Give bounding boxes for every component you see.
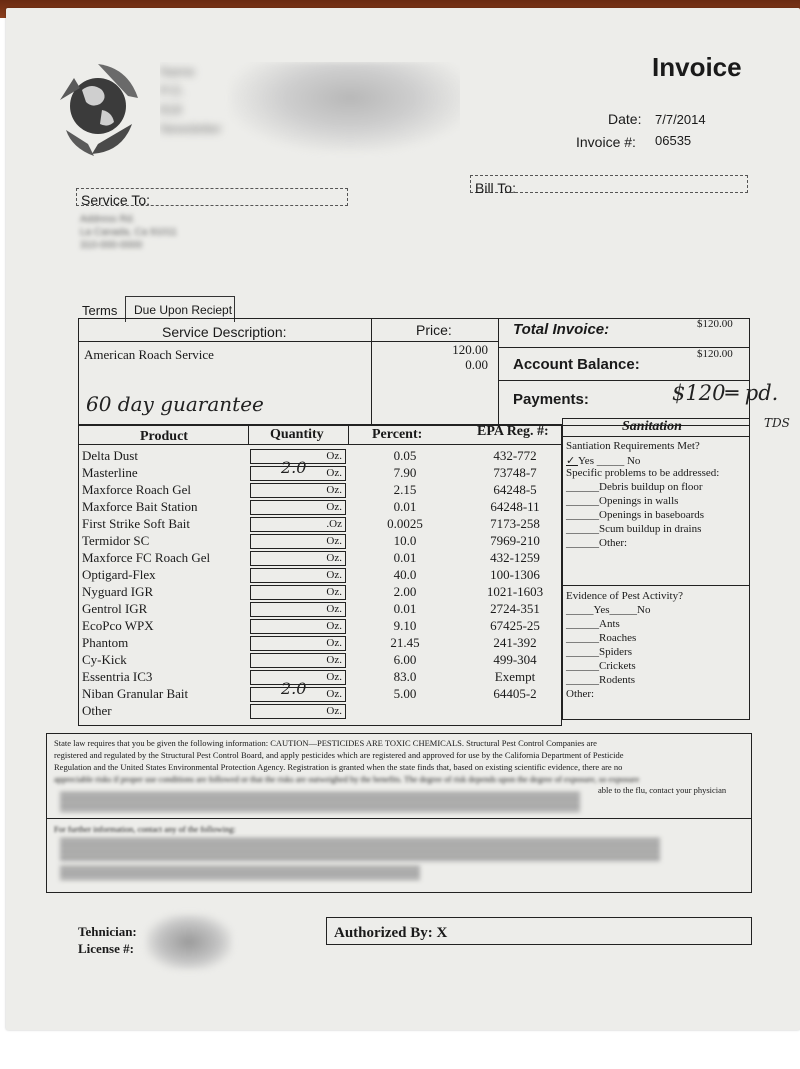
terms-value: Due Upon Reciept [125,296,235,322]
evidence-no: No [637,604,651,616]
total-invoice-value: $120.00 [697,318,733,330]
percent-value: 0.05 [393,448,417,463]
company-info [160,62,460,158]
problem-item [566,537,627,549]
service-address-line-2: La Canada, Ca 91011 [80,227,178,238]
percent-value: 7.90 [393,465,417,480]
pest-item [566,674,635,686]
product-name: Masterline [82,465,138,480]
checkbox-line: ______ [566,674,599,686]
quantity-unit: Oz. [326,654,342,666]
epa-reg-value: 2724-351 [490,601,540,616]
pest-label: Ants [599,618,620,630]
epa-reg-value: 432-772 [493,448,537,463]
quantity-unit: Oz. [326,450,342,462]
quantity-field [250,585,346,600]
percent-value: 6.00 [393,652,417,667]
percent-value: 10.0 [393,533,417,548]
checkbox-line: ______ [566,660,599,672]
terms-label: Terms [82,303,118,318]
divider [348,424,349,444]
product-name: Essentria IC3 [82,669,153,684]
percent-value: 5.00 [393,686,417,701]
service-address-line-1: Address Rd. [80,214,136,225]
service-description: American Roach Service [84,347,214,362]
epa-reg-value: 432-1259 [490,550,540,565]
quantity-field [250,458,346,481]
epa-reg-value: 64248-5 [493,482,537,497]
redacted-text [60,838,660,862]
product-name: Gentrol IGR [82,601,148,616]
account-balance-label: Account Balance: [513,356,640,373]
percent-header: Percent: [372,427,423,442]
pest-item [566,632,636,644]
product-name: Optigard-Flex [82,567,156,582]
legal-line-2: registered and regulated by the Structural Pest Control Board, and apply pesticides which are registered and approved for use by the California Department of Pesticide [54,750,624,760]
quantity-field [250,619,346,634]
pest-item [566,660,636,672]
handwritten-margin-note: TDS [764,416,790,430]
evidence-yes: Yes [593,604,610,616]
epa-reg-value: 7969-210 [490,533,540,548]
quantity-field [250,534,346,549]
service-address-line-3: 310-000-0000 [80,240,143,251]
problem-item [566,495,678,507]
quantity-field [250,679,346,702]
quantity-unit: Oz. [326,671,342,683]
quantity-unit: Oz. [326,501,342,513]
quantity-field [250,483,346,498]
handwritten-payment: $120═ pd. [672,381,779,405]
epa-reg-value: 73748-7 [493,465,537,480]
percent-value: 2.15 [393,482,417,497]
divider [46,818,752,819]
epa-header: EPA Reg. #: [477,424,549,439]
checkbox-line: ______ [566,646,599,658]
quantity-field [250,636,346,651]
handwritten-quantity: 2.0 [281,679,307,698]
date-label: Date: [608,111,642,127]
problem-label: Other: [599,537,628,549]
quantity-field [250,568,346,583]
product-name: Maxforce FC Roach Gel [82,550,211,565]
product-name: Delta Dust [82,448,138,463]
problem-label: Debris buildup on floor [599,481,703,493]
divider [562,585,750,586]
epa-reg-value: 499-304 [493,652,537,667]
divider [498,318,499,426]
divider [248,424,249,444]
percent-value: 2.00 [393,584,417,599]
quantity-unit: Oz. [326,569,342,581]
divider [371,318,372,426]
checkbox-line: ______ [566,495,599,507]
sanitation-header: Sanitation [622,419,682,434]
quantity-unit: .Oz [326,518,342,530]
quantity-unit: Oz. [326,586,342,598]
percent-value: 40.0 [393,567,417,582]
percent-value: 9.10 [393,618,417,633]
problem-item [566,523,701,535]
pest-label: Spiders [599,646,632,658]
pest-item [566,646,632,658]
account-balance-value: $120.00 [697,348,733,360]
license-label: License #: [78,941,134,956]
epa-reg-value: 7173-258 [490,516,540,531]
date-value: 7/7/2014 [655,112,706,127]
divider [78,341,498,342]
handwritten-quantity: 2.0 [281,458,307,477]
problem-item [566,481,703,493]
product-name: Termidor SC [82,533,150,548]
handwritten-guarantee: 60 day guarantee [86,392,264,416]
quantity-unit: Oz. [326,620,342,632]
legal-warning-text [54,737,744,785]
sanitation-requirements-question: Santiation Requirements Met? [566,440,700,452]
pest-label: Crickets [599,660,636,672]
quantity-field [250,704,346,719]
epa-reg-value: Exempt [494,669,536,684]
pest-item [566,618,620,630]
percent-value: 0.01 [393,550,417,565]
authorized-by [334,925,447,942]
percent-value: 0.01 [393,601,417,616]
quantity-header: Quantity [270,427,324,442]
invoice-title: Invoice [652,52,742,82]
problem-label: Scum buildup in drains [599,523,702,535]
quantity-unit: Oz. [326,535,342,547]
product-name: Phantom [82,635,129,650]
authorized-value: X [436,925,448,941]
pest-label: Roaches [599,632,637,644]
quantity-unit: Oz. [326,467,342,479]
company-line-2: P.O. [160,83,185,98]
product-name: First Strike Soft Bait [82,516,190,531]
quantity-unit: Oz. [326,688,342,700]
quantity-field [250,517,346,532]
evidence-question: Evidence of Pest Activity? [566,590,683,602]
checkbox-line: ______ [566,481,599,493]
sanitation-no: No [626,455,641,467]
evidence-yes-no: _____Yes_____No [566,604,651,616]
legal-line-1: State law requires that you be given the following information: CAUTION—PESTICIDES ARE TOXIC CHEMICALS. Structural Pest Control Companies are [54,738,597,748]
epa-reg-value: 67425-25 [490,618,540,633]
product-name: Other [82,703,112,718]
legal-line-4-tail: able to the flu, contact your physician [598,785,727,795]
divider [562,436,750,437]
quantity-field [250,653,346,668]
quantity-unit: Oz. [326,484,342,496]
percent-value: 0.0025 [387,516,423,531]
specific-problems-label: Specific problems to be addressed: [566,467,720,479]
legal-contact-line: For further information, contact any of the following: [54,824,236,834]
quantity-unit: Oz. [326,603,342,615]
checkbox-line: ______ [566,632,599,644]
quantity-unit: Oz. [326,552,342,564]
sanitation-yes-no: ✓ Yes _____ No [566,455,641,467]
epa-reg-value: 241-392 [493,635,537,650]
price-1: 120.00 [452,342,488,357]
percent-value: 83.0 [393,669,417,684]
epa-reg-value: 64248-11 [490,499,540,514]
total-invoice-label: Total Invoice: [513,321,610,338]
invoice-number-value: 06535 [655,133,692,148]
invoice-number-label: Invoice #: [576,134,636,150]
epa-reg-value: 1021-1603 [486,584,544,599]
percent-value: 21.45 [390,635,420,650]
technician-label: Tehnician: [78,924,137,939]
price-header: Price: [416,322,452,338]
checkbox-line: ______ [566,537,599,549]
service-description-header: Service Description: [162,324,287,340]
quantity-unit: Oz. [326,705,342,717]
product-name: Cy-Kick [82,652,127,667]
product-name: EcoPco WPX [82,618,154,633]
price-2: 0.00 [465,357,488,372]
bill-to-label: Bill To: [475,180,516,196]
pest-label: Rodents [599,674,636,686]
checkbox-line: ______ [566,509,599,521]
redacted-text [60,792,580,812]
problem-label: Openings in baseboards [599,509,705,521]
epa-reg-value: 64405-2 [493,686,537,701]
epa-reg-value: 100-1306 [490,567,540,582]
problem-label: Openings in walls [599,495,679,507]
product-name: Niban Granular Bait [82,686,189,701]
redacted-text [60,866,420,880]
checkbox-line: ______ [566,618,599,630]
company-line-3: 818 [160,102,182,117]
checkbox-line: ______ [566,523,599,535]
legal-line-3: Regulation and the United States Environmental Protection Agency. Registration is granted when the state finds that, based on existing scientific evidence, there are no [54,762,623,772]
legal-line-4: appreciable risks if proper use conditions are followed or that the risks are outweighed by the benefits. The degree of risk depends upon the degree of exposure, so exposure [54,774,640,784]
redacted-technician [146,914,232,970]
product-name: Maxforce Bait Station [82,499,198,514]
company-line-1: Name [160,64,195,79]
payments-label: Payments: [513,391,589,408]
service-to-address [80,213,177,252]
product-name: Nyguard IGR [82,584,154,599]
evidence-other-label: Other: [566,688,595,700]
problem-item [566,509,704,521]
quantity-unit: Oz. [326,637,342,649]
service-to-label: Service To: [81,192,150,208]
quantity-field [250,551,346,566]
company-line-4: Newsletter [160,121,222,136]
quantity-field [250,500,346,515]
sanitation-yes: Yes [577,455,594,467]
percent-value: 0.01 [393,499,417,514]
product-header: Product [140,429,188,444]
product-name: Maxforce Roach Gel [82,482,192,497]
authorized-label: Authorized By: [334,925,433,941]
globe-recycle-icon [52,60,144,158]
quantity-field [250,602,346,617]
